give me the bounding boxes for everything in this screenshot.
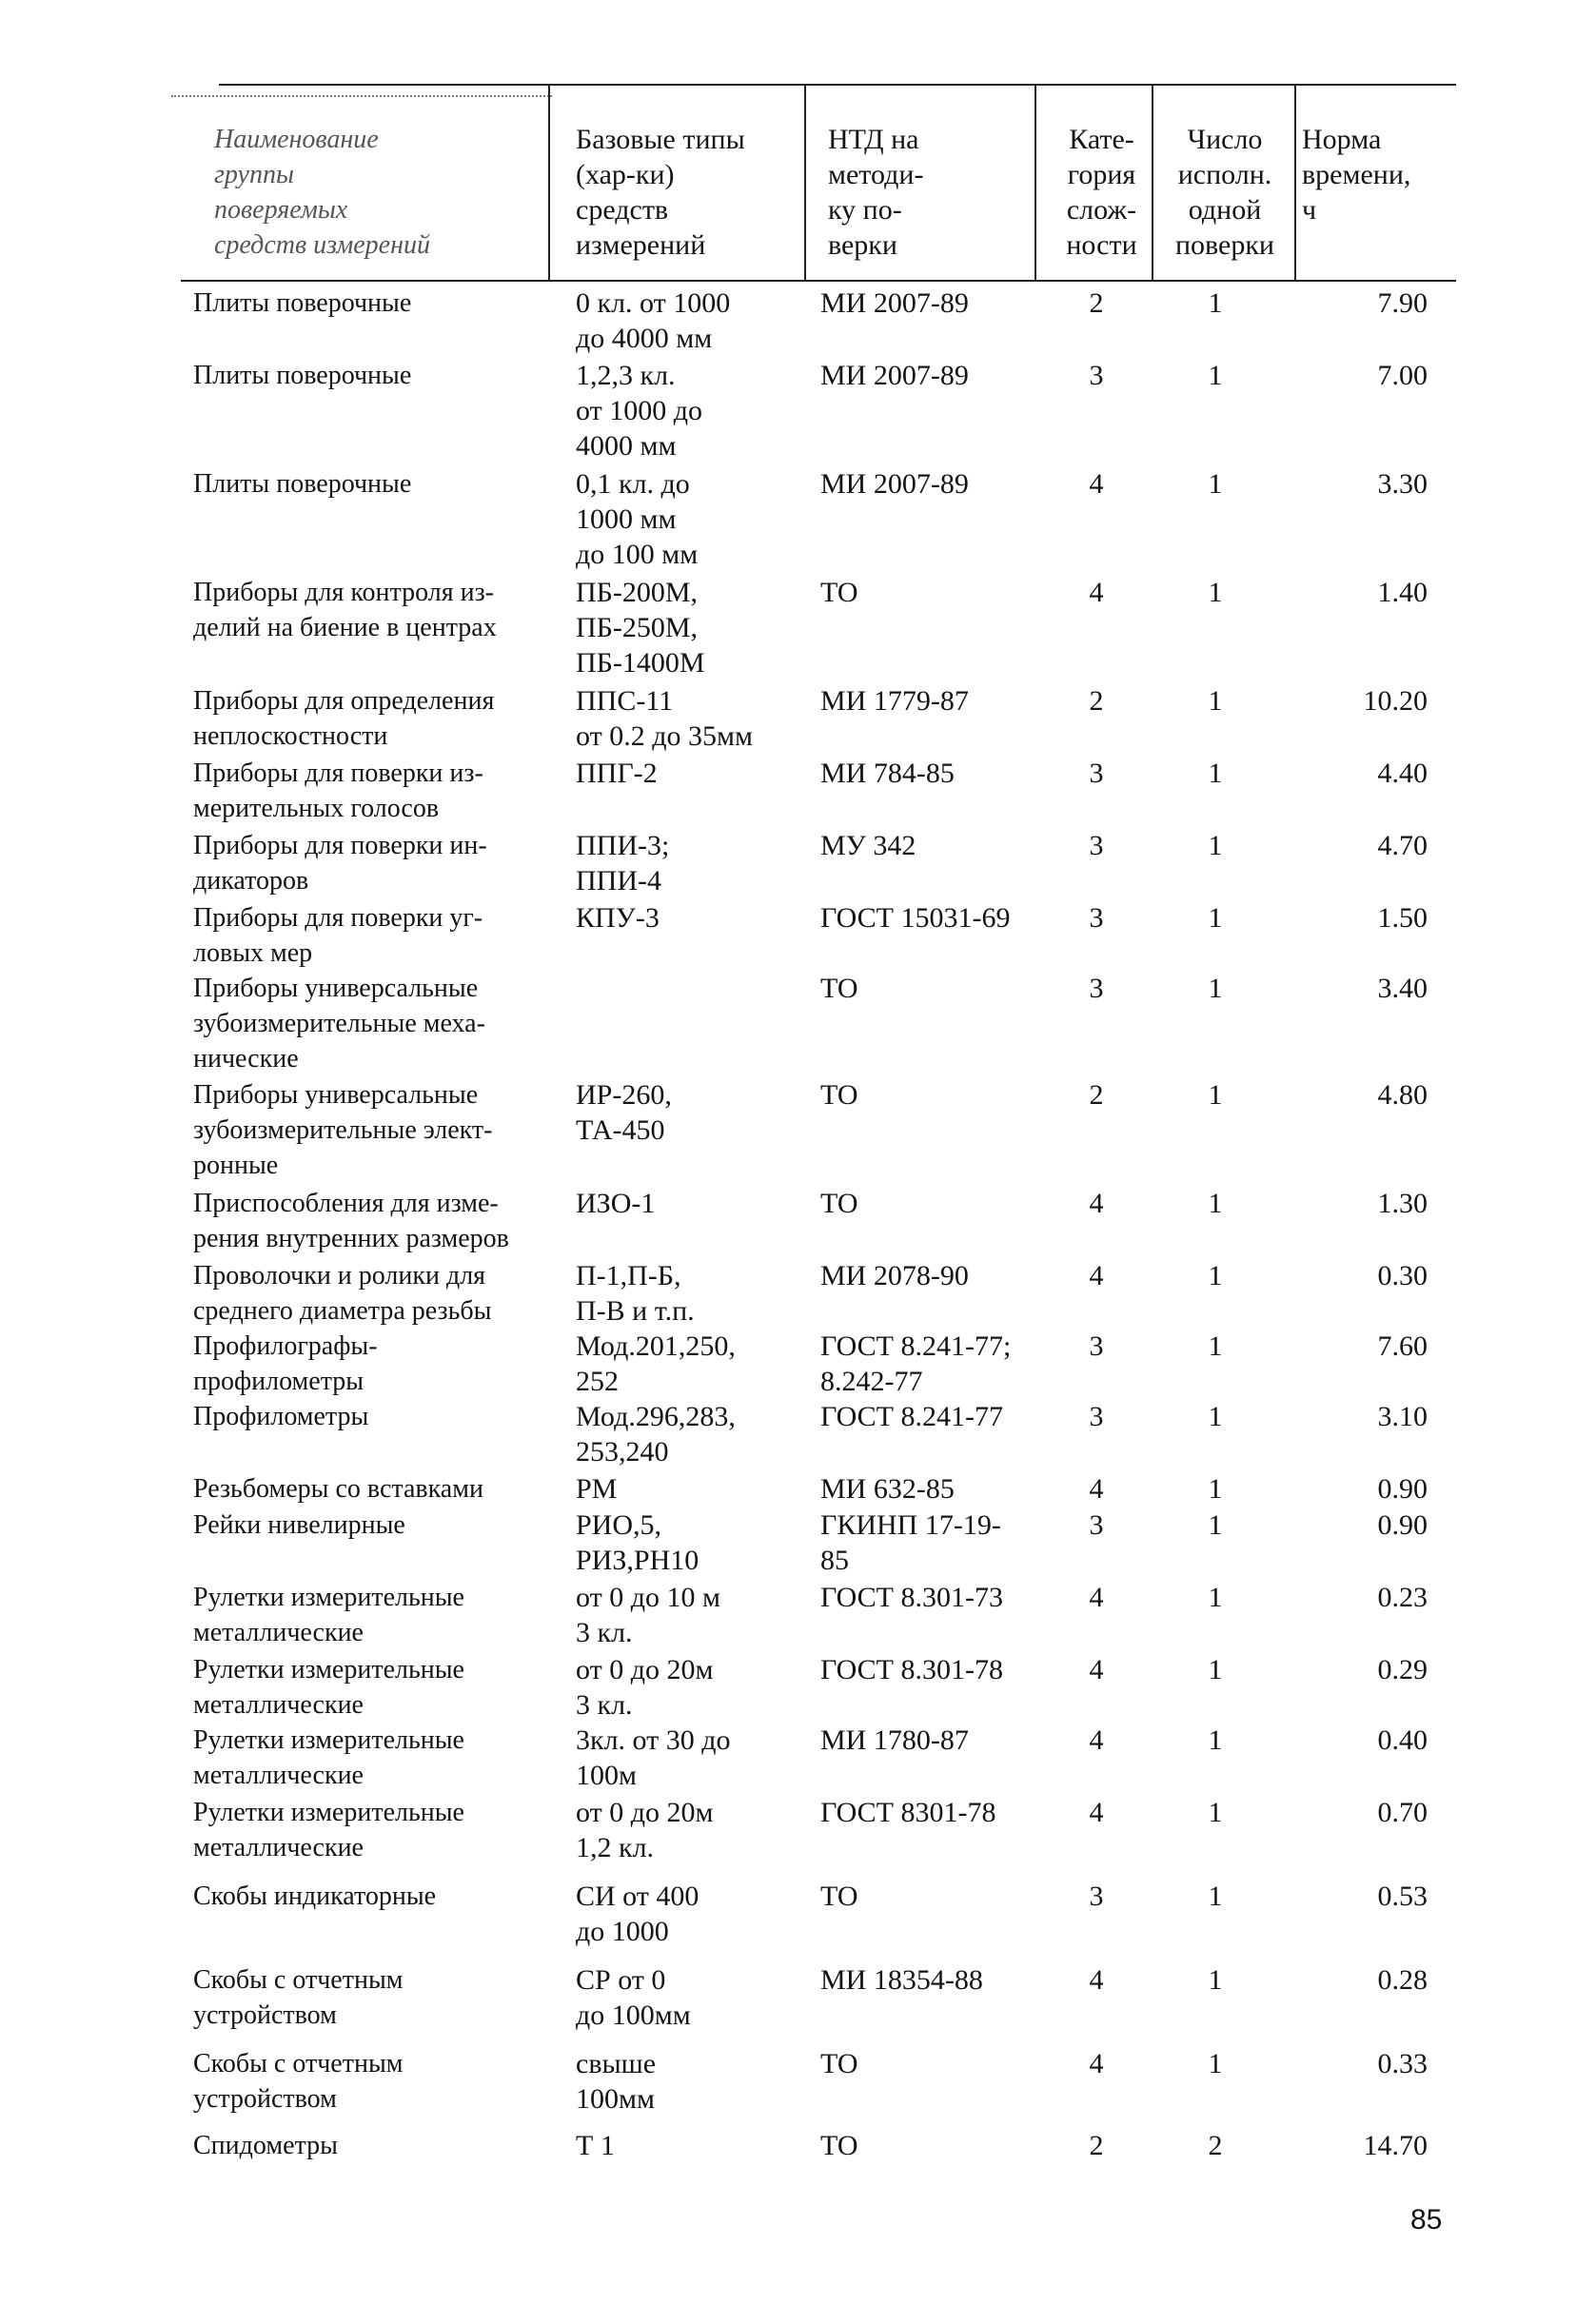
cell-ntd: МИ 2007-89 [820, 360, 969, 391]
cell-group-name: Приборы для контроля из- делий на биение в центрах [193, 578, 497, 642]
cell-ntd: ГКИНП 17-19- 85 [820, 1509, 1001, 1576]
cell-count: 1 [1208, 1401, 1223, 1432]
cell-base-types: ИЗО-1 [576, 1188, 656, 1219]
cell-category: 3 [1089, 830, 1104, 861]
cell-base-types: 0 кл. от 1000 до 4000 мм [576, 287, 731, 354]
cell-group-name: Рулетки измерительные металлические [193, 1583, 464, 1647]
cell-norm: 0.29 [1377, 1654, 1428, 1685]
table-top-rule [219, 84, 1456, 86]
cell-category: 2 [1089, 2130, 1104, 2161]
cell-count: 1 [1208, 973, 1223, 1004]
cell-ntd: МИ 1779-87 [820, 685, 969, 717]
cell-group-name: Приборы для определения неплоскостности [193, 686, 495, 751]
cell-base-types: РИО,5, РИЗ,РН10 [576, 1509, 699, 1576]
cell-category: 4 [1089, 1473, 1104, 1505]
cell-count: 1 [1208, 360, 1223, 391]
cell-group-name: Приборы универсальные зубоизмерительные меха- нические [193, 974, 485, 1074]
header-col-count: Число исполн. одной поверки [1175, 124, 1274, 261]
cell-category: 3 [1089, 973, 1104, 1004]
cell-base-types: СР от 0 до 100мм [576, 1964, 691, 2031]
cell-norm: 4.70 [1377, 830, 1428, 861]
cell-ntd: ТО [820, 1881, 858, 1912]
cell-group-name: Профилометры [193, 1402, 369, 1431]
cell-group-name: Приборы для поверки уг- ловых мер [193, 903, 483, 968]
cell-base-types: от 0 до 10 м 3 кл. [576, 1582, 720, 1648]
cell-category: 3 [1089, 1401, 1104, 1432]
cell-group-name: Профилографы- профилометры [193, 1331, 378, 1396]
header-col-category: Кате- гория слож- ности [1066, 124, 1137, 261]
cell-ntd: МУ 342 [820, 830, 916, 861]
cell-ntd: МИ 2007-89 [820, 468, 969, 500]
cell-category: 2 [1089, 685, 1104, 717]
cell-count: 1 [1208, 1654, 1223, 1685]
cell-base-types: РМ [576, 1473, 618, 1505]
cell-category: 4 [1089, 1797, 1104, 1828]
cell-norm: 7.90 [1377, 287, 1428, 319]
cell-base-types: Т 1 [576, 2130, 615, 2161]
cell-norm: 0.23 [1377, 1582, 1428, 1613]
cell-category: 4 [1089, 1188, 1104, 1219]
cell-group-name: Спидометры [193, 2131, 338, 2160]
cell-count: 1 [1208, 1260, 1223, 1291]
cell-norm: 4.40 [1377, 758, 1428, 789]
cell-category: 3 [1089, 902, 1104, 934]
table-top-rule-faint [171, 95, 552, 97]
cell-base-types: свыше 100мм [576, 2048, 657, 2115]
cell-base-types: КПУ-3 [576, 902, 660, 934]
cell-ntd: ГОСТ 8301-78 [820, 1797, 996, 1828]
cell-group-name: Рулетки измерительные металлические [193, 1725, 464, 1790]
cell-ntd: ТО [820, 577, 858, 608]
cell-norm: 1.30 [1377, 1188, 1428, 1219]
header-col-group-name: Наименование группы поверяемых средств измерений [214, 125, 430, 260]
cell-category: 3 [1089, 758, 1104, 789]
cell-base-types: ПБ-200М, ПБ-250М, ПБ-1400М [576, 577, 705, 679]
cell-category: 4 [1089, 2048, 1104, 2079]
cell-ntd: МИ 18354-88 [820, 1964, 983, 1996]
cell-norm: 3.40 [1377, 973, 1428, 1004]
cell-norm: 14.70 [1363, 2130, 1428, 2161]
cell-base-types: ППС-11 от 0.2 до 35мм [576, 685, 753, 752]
cell-ntd: ГОСТ 15031-69 [820, 902, 1011, 934]
cell-group-name: Скобы с отчетным устройством [193, 2049, 404, 2114]
cell-category: 3 [1089, 1881, 1104, 1912]
cell-norm: 0.30 [1377, 1260, 1428, 1291]
cell-category: 4 [1089, 1724, 1104, 1756]
cell-ntd: ГОСТ 8.241-77 [820, 1401, 1003, 1432]
cell-group-name: Резьбомеры со вставками [193, 1474, 483, 1504]
cell-group-name: Плиты поверочные [193, 288, 412, 318]
cell-count: 1 [1208, 577, 1223, 608]
cell-group-name: Приборы для поверки ин- дикаторов [193, 831, 487, 896]
cell-category: 4 [1089, 468, 1104, 500]
cell-category: 4 [1089, 1260, 1104, 1291]
cell-ntd: МИ 1780-87 [820, 1724, 969, 1756]
cell-ntd: ТО [820, 2130, 858, 2161]
cell-norm: 0.53 [1377, 1881, 1428, 1912]
cell-norm: 10.20 [1363, 685, 1428, 717]
cell-count: 1 [1208, 287, 1223, 319]
header-divider-3 [1034, 84, 1036, 280]
cell-norm: 1.40 [1377, 577, 1428, 608]
cell-count: 1 [1208, 758, 1223, 789]
cell-base-types: 1,2,3 кл. от 1000 до 4000 мм [576, 360, 702, 462]
cell-base-types: 3кл. от 30 до 100м [576, 1724, 731, 1791]
cell-count: 1 [1208, 1079, 1223, 1111]
cell-category: 4 [1089, 1582, 1104, 1613]
cell-group-name: Рейки нивелирные [193, 1510, 405, 1540]
cell-base-types: СИ от 400 до 1000 [576, 1881, 699, 1947]
cell-category: 3 [1089, 1509, 1104, 1541]
cell-base-types: от 0 до 20м 3 кл. [576, 1654, 714, 1721]
cell-count: 1 [1208, 902, 1223, 934]
cell-category: 2 [1089, 1079, 1104, 1111]
cell-norm: 0.28 [1377, 1964, 1428, 1996]
cell-norm: 0.40 [1377, 1724, 1428, 1756]
cell-count: 1 [1208, 1724, 1223, 1756]
cell-norm: 3.30 [1377, 468, 1428, 500]
header-col-base-types: Базовые типы (хар-ки) средств измерений [576, 124, 745, 261]
cell-group-name: Скобы с отчетным устройством [193, 1965, 404, 2030]
cell-ntd: ГОСТ 8.241-77; 8.242-77 [820, 1330, 1012, 1397]
cell-base-types: ИР-260, ТА-450 [576, 1079, 672, 1146]
cell-ntd: ТО [820, 1188, 858, 1219]
cell-group-name: Проволочки и ролики для среднего диаметра резьбы [193, 1261, 492, 1326]
cell-count: 1 [1208, 1509, 1223, 1541]
page-number: 85 [1410, 2204, 1443, 2236]
cell-ntd: МИ 784-85 [820, 758, 955, 789]
cell-base-types: от 0 до 20м 1,2 кл. [576, 1797, 714, 1863]
cell-ntd: ТО [820, 1079, 858, 1111]
cell-category: 3 [1089, 360, 1104, 391]
cell-count: 1 [1208, 468, 1223, 500]
cell-ntd: ГОСТ 8.301-78 [820, 1654, 1003, 1685]
cell-count: 1 [1208, 2048, 1223, 2079]
cell-base-types: 0,1 кл. до 1000 мм до 100 мм [576, 468, 699, 570]
header-divider-4 [1152, 84, 1153, 280]
cell-ntd: МИ 2078-90 [820, 1260, 969, 1291]
cell-group-name: Приспособления для изме- рения внутренних размеров [193, 1189, 509, 1253]
cell-base-types: ППИ-3; ППИ-4 [576, 830, 670, 896]
cell-base-types: ППГ-2 [576, 758, 658, 789]
cell-group-name: Приборы универсальные зубоизмерительные элект- ронные [193, 1080, 493, 1180]
cell-category: 4 [1089, 577, 1104, 608]
cell-norm: 7.00 [1377, 360, 1428, 391]
header-divider-1 [548, 84, 550, 280]
cell-norm: 0.33 [1377, 2048, 1428, 2079]
cell-norm: 1.50 [1377, 902, 1428, 934]
cell-norm: 0.70 [1377, 1797, 1428, 1828]
cell-group-name: Скобы индикаторные [193, 1881, 437, 1911]
cell-category: 2 [1089, 287, 1104, 319]
cell-count: 1 [1208, 830, 1223, 861]
cell-count: 1 [1208, 1473, 1223, 1505]
cell-category: 4 [1089, 1964, 1104, 1996]
cell-norm: 0.90 [1377, 1509, 1428, 1541]
cell-count: 1 [1208, 1881, 1223, 1912]
cell-count: 1 [1208, 1188, 1223, 1219]
header-bottom-rule [181, 280, 1456, 282]
cell-base-types: П-1,П-Б, П-В и т.п. [576, 1260, 695, 1327]
cell-count: 1 [1208, 685, 1223, 717]
cell-group-name: Плиты поверочные [193, 469, 412, 499]
cell-norm: 7.60 [1377, 1330, 1428, 1362]
cell-norm: 4.80 [1377, 1079, 1428, 1111]
header-col-ntd: НТД на методи- ку по- верки [828, 124, 924, 261]
cell-base-types: Мод.201,250, 252 [576, 1330, 736, 1397]
cell-category: 3 [1089, 1330, 1104, 1362]
cell-group-name: Рулетки измерительные металлические [193, 1655, 464, 1720]
cell-count: 1 [1208, 1330, 1223, 1362]
header-divider-5 [1294, 84, 1296, 280]
cell-group-name: Плиты поверочные [193, 361, 412, 390]
cell-base-types: Мод.296,283, 253,240 [576, 1401, 736, 1468]
header-divider-2 [804, 84, 806, 280]
cell-ntd: МИ 632-85 [820, 1473, 955, 1505]
cell-count: 1 [1208, 1797, 1223, 1828]
cell-count: 2 [1208, 2130, 1223, 2161]
cell-ntd: ТО [820, 2048, 858, 2079]
cell-norm: 3.10 [1377, 1401, 1428, 1432]
header-col-norm: Норма времени, ч [1302, 124, 1411, 226]
cell-count: 1 [1208, 1964, 1223, 1996]
cell-count: 1 [1208, 1582, 1223, 1613]
cell-norm: 0.90 [1377, 1473, 1428, 1505]
cell-category: 4 [1089, 1654, 1104, 1685]
cell-ntd: МИ 2007-89 [820, 287, 969, 319]
cell-group-name: Приборы для поверки из- мерительных голосов [193, 758, 483, 823]
cell-group-name: Рулетки измерительные металлические [193, 1798, 464, 1862]
cell-ntd: ГОСТ 8.301-73 [820, 1582, 1003, 1613]
cell-ntd: ТО [820, 973, 858, 1004]
